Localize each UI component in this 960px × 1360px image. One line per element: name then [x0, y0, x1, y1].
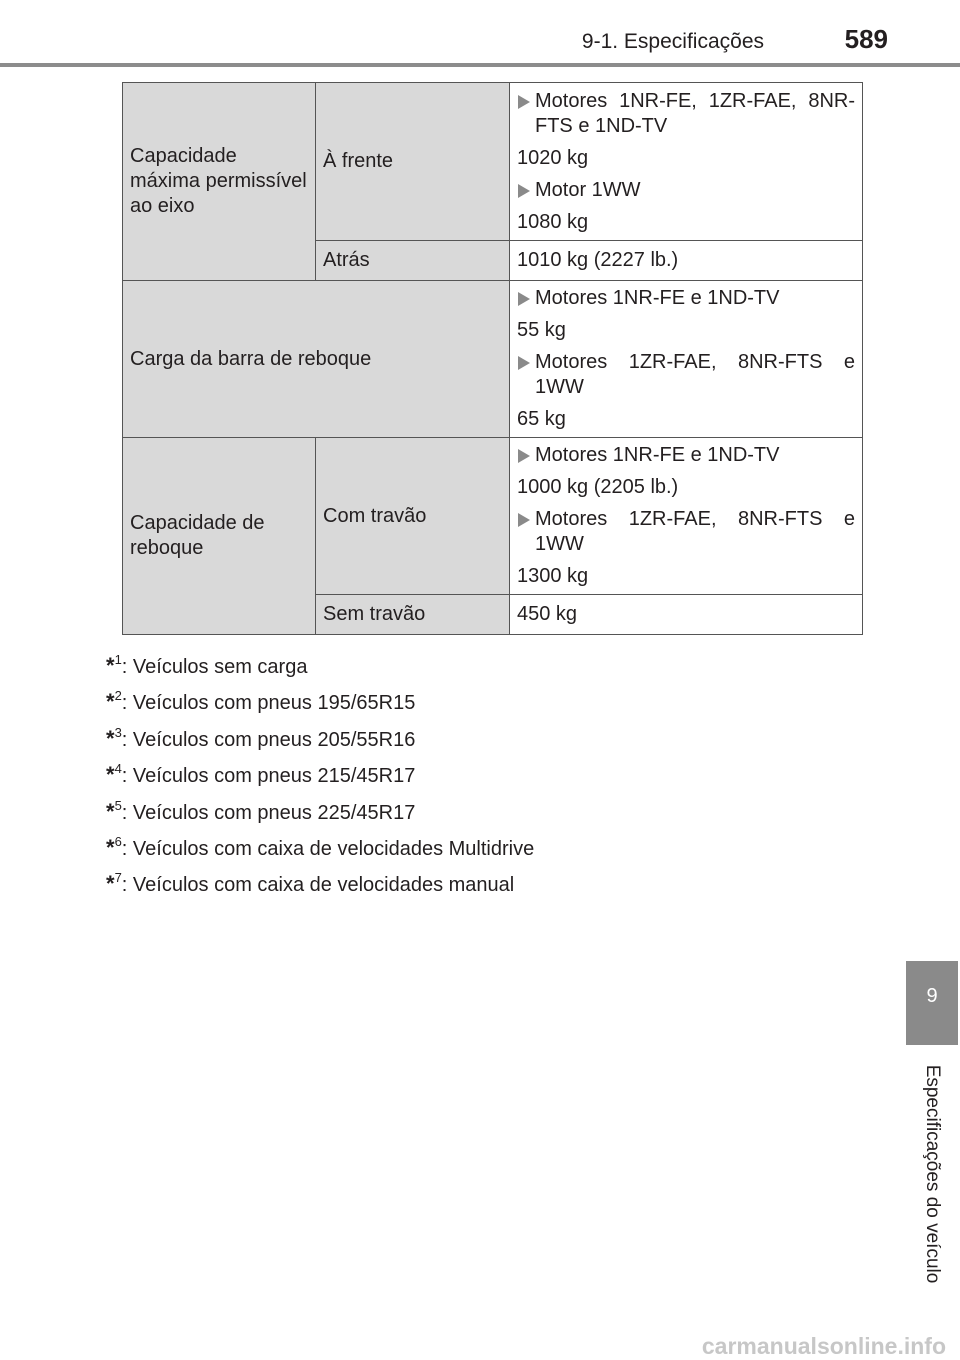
table-row — [123, 438, 863, 595]
list-item: Motores 1ZR-FAE, 8NR-FTS e 1WW — [517, 350, 855, 400]
footnote-marker: 3 — [114, 724, 122, 740]
table-row — [123, 281, 863, 438]
front-axle-values — [510, 83, 863, 241]
footnote-marker: 5 — [114, 797, 122, 813]
watermark: carmanualsonline.info — [701, 1333, 946, 1359]
table-row — [123, 83, 863, 241]
footnote: *$^5$: Veículos com pneus 225/45R17 — [106, 797, 416, 824]
braked-label: Com travão — [316, 438, 510, 595]
footnote-marker: 2 — [114, 688, 122, 704]
towbar-load-values — [510, 281, 863, 438]
footnote: *$^6$: Veículos com caixa de velocidades Multidrive — [106, 833, 535, 860]
list-item: Motores 1NR-FE e 1ND-TV — [517, 286, 855, 311]
value-text: 65 kg — [517, 408, 566, 430]
list-item: Motor 1WW — [517, 178, 855, 203]
list-item: Motores 1NR-FE, 1ZR-FAE, 8NR-FTS e 1ND-TV — [517, 89, 855, 139]
header-divider — [0, 63, 960, 67]
footnote: *$^3$: Veículos com pneus 205/55R16 — [106, 724, 416, 751]
list-item: Motores 1ZR-FAE, 8NR-FTS e 1WW — [517, 507, 855, 557]
page-number: 589 — [844, 24, 888, 54]
footnote: *$^2$: Veículos com pneus 195/65R15 — [106, 688, 416, 715]
list-item: Motores 1NR-FE e 1ND-TV — [517, 443, 855, 468]
value-text: 1000 kg (2205 lb.) — [517, 476, 679, 498]
value-text: 1300 kg — [517, 565, 589, 587]
footnote-marker: 6 — [114, 833, 122, 849]
value-text: 1020 kg — [517, 146, 589, 169]
chapter-tab[interactable] — [906, 961, 958, 1045]
towbar-load-label: Carga da barra de reboque — [123, 281, 510, 438]
footnotes — [106, 642, 534, 897]
chapter-number: 9 — [926, 985, 938, 1007]
footnote: *$^7$: Veículos com caixa de velocidades manual — [106, 870, 515, 897]
footnote-text: : Veículos com caixa de velocidades manual — [121, 874, 515, 897]
unbraked-label: Sem travão — [316, 595, 510, 635]
footnote-text: : Veículos com pneus 215/45R17 — [121, 765, 416, 788]
footnote-text: : Veículos com pneus 195/65R15 — [121, 692, 416, 715]
footnote: *$^1$: Veículos sem carga — [106, 652, 308, 678]
footnote-marker: 7 — [114, 870, 122, 886]
page-header — [0, 0, 960, 68]
rear-axle-label: Atrás — [316, 241, 510, 281]
chapter-tab-label: Especificações do veículo — [922, 1064, 943, 1284]
specifications-table — [122, 82, 863, 635]
footnote-marker: 4 — [114, 761, 122, 777]
axle-capacity-label: Capacidade máxima permissível ao eixo — [123, 83, 316, 281]
value-text: 1080 kg — [517, 210, 589, 233]
towing-capacity-label: Capacidade de reboque — [123, 438, 316, 635]
footnote-text: : Veículos sem carga — [121, 656, 308, 678]
value-text: 55 kg — [517, 319, 566, 341]
braked-values — [510, 438, 863, 595]
footnote-marker: 1 — [114, 652, 122, 667]
footnote-text: : Veículos com pneus 225/45R17 — [121, 801, 416, 824]
footnote-text: : Veículos com caixa de velocidades Multidrive — [121, 837, 535, 860]
footnote: *$^4$: Veículos com pneus 215/45R17 — [106, 761, 416, 788]
front-axle-label: À frente — [316, 83, 510, 241]
section-title: 9-1. Especificações — [581, 30, 764, 53]
rear-axle-value: 1010 kg (2227 lb.) — [510, 241, 863, 281]
unbraked-value: 450 kg — [510, 595, 863, 635]
footnote-text: : Veículos com pneus 205/55R16 — [121, 728, 416, 751]
